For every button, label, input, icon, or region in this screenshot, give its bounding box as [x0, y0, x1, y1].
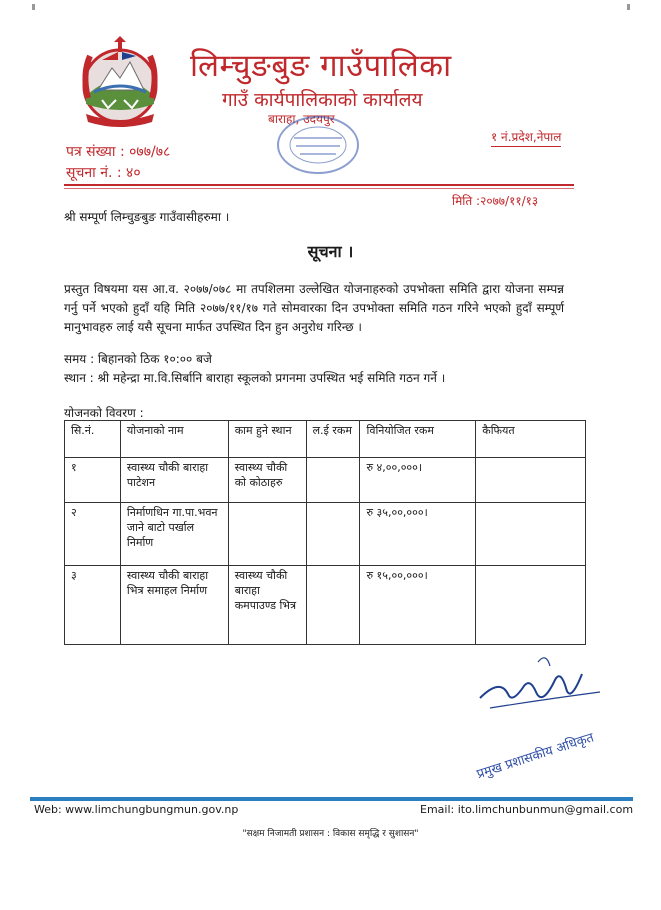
scan-mark: [32, 4, 35, 10]
column-header: सि.नं.: [65, 421, 121, 458]
scan-mark: [627, 4, 630, 10]
notice-body: [64, 280, 564, 337]
cell-allocated: रु १५,००,०००।: [360, 566, 476, 645]
plans-table-caption: योजनको विवरण :: [64, 406, 144, 420]
letter-addressee: श्री सम्पूर्ण लिम्चुङबुङ गाउँवासीहरुमा ।: [64, 210, 230, 224]
office-address: बाराहा, उदयपुर: [268, 112, 335, 126]
cell-sn: २: [65, 503, 121, 566]
column-header: ल.ई रकम: [306, 421, 360, 458]
cell-plan-name: स्वास्थ्य चौकी बाराहा भित्र समाहल निर्माण: [120, 566, 228, 645]
office-stamp: [258, 112, 378, 178]
cell-plan-name: निर्माणधिन गा.पा.भवन जाने बाटो पर्खाल निर्माण: [120, 503, 228, 566]
column-header: योजनाको नाम: [120, 421, 228, 458]
cell-remarks: [476, 503, 586, 566]
cell-allocated: रु ४,००,०००।: [360, 458, 476, 503]
column-header: काम हुने स्थान: [228, 421, 306, 458]
cell-sn: १: [65, 458, 121, 503]
cell-plan-name: स्वास्थ्य चौकी बाराहा पाटेशन: [120, 458, 228, 503]
plans-table: [64, 420, 586, 645]
meeting-time: समय : बिहानको ठिक १०:०० बजे: [64, 352, 212, 366]
cell-location: [228, 503, 306, 566]
emblem-logo: [72, 34, 168, 130]
column-header: विनियोजित रकम: [360, 421, 476, 458]
footer-divider: [30, 797, 633, 801]
footer-website: Web: www.limchungbungmun.gov.np: [34, 803, 239, 816]
letter-date: मिति :२०७७/११/१३: [452, 194, 539, 208]
table-row: [65, 503, 586, 566]
municipality-title: लिम्चुङबुङ गाउँपालिका: [190, 48, 452, 84]
notice-heading: सूचना ।: [307, 242, 354, 261]
table-row: [65, 458, 586, 503]
meeting-place: स्थान : श्री महेन्द्रा मा.वि.सिर्बानि बाराहा स्कूलको प्रगनमा उपस्थित भई समिति गठन गर्ने ।: [64, 371, 446, 385]
province-label: १ नं.प्रदेश,नेपाल: [491, 128, 561, 147]
cell-sn: ३: [65, 566, 121, 645]
cell-location: स्वास्थ्य चौकी बाराहा कमपाउण्ड भित्र: [228, 566, 306, 645]
table-row: [65, 566, 586, 645]
cell-estimate: [306, 503, 360, 566]
cell-remarks: [476, 566, 586, 645]
header-divider: [64, 188, 574, 189]
officer-title: प्रमुख प्रशासकीय अधिकृत: [475, 730, 596, 783]
column-header: कैफियत: [476, 421, 586, 458]
office-subtitle: गाउँ कार्यपालिकाको कार्यालय: [222, 89, 423, 111]
cell-estimate: [306, 458, 360, 503]
notice-body-paragraph: प्रस्तुत विषयमा यस आ.व. २०७७/०७८ मा तपशिलमा उल्लेखित योजनाहरुको उपभोक्ता समिति द्वारा योजना सम्पन्न गर्नु पर्ने भएको हुदाँ यहि मिति २०७७/११/१७ गते सोमवारका दिन उपभोक्ता समिति गठन गरिने भएको हुदाँ सम्पूर्ण मानुभावहरु लाई यसै सूचना मार्फत उपस्थित दिन हुन अनुरोध गरिन्छ ।: [64, 282, 564, 334]
footer-slogan: "सक्षम निजामती प्रशासन : विकास समृद्धि र सुशासन": [242, 829, 419, 839]
footer-email: Email: ito.limchunbunmun@gmail.com: [420, 803, 634, 816]
cell-estimate: [306, 566, 360, 645]
header-divider: [64, 184, 574, 186]
table-header-row: [65, 421, 586, 458]
cell-location: स्वास्थ्य चौकी को कोठाहरु: [228, 458, 306, 503]
cell-remarks: [476, 458, 586, 503]
letter-ref-number: पत्र संख्या : ०७७/७८: [66, 144, 171, 160]
officer-signature: [450, 648, 630, 788]
cell-allocated: रु ३५,००,०००।: [360, 503, 476, 566]
notice-number: सूचना नं. : ४०: [66, 165, 141, 181]
